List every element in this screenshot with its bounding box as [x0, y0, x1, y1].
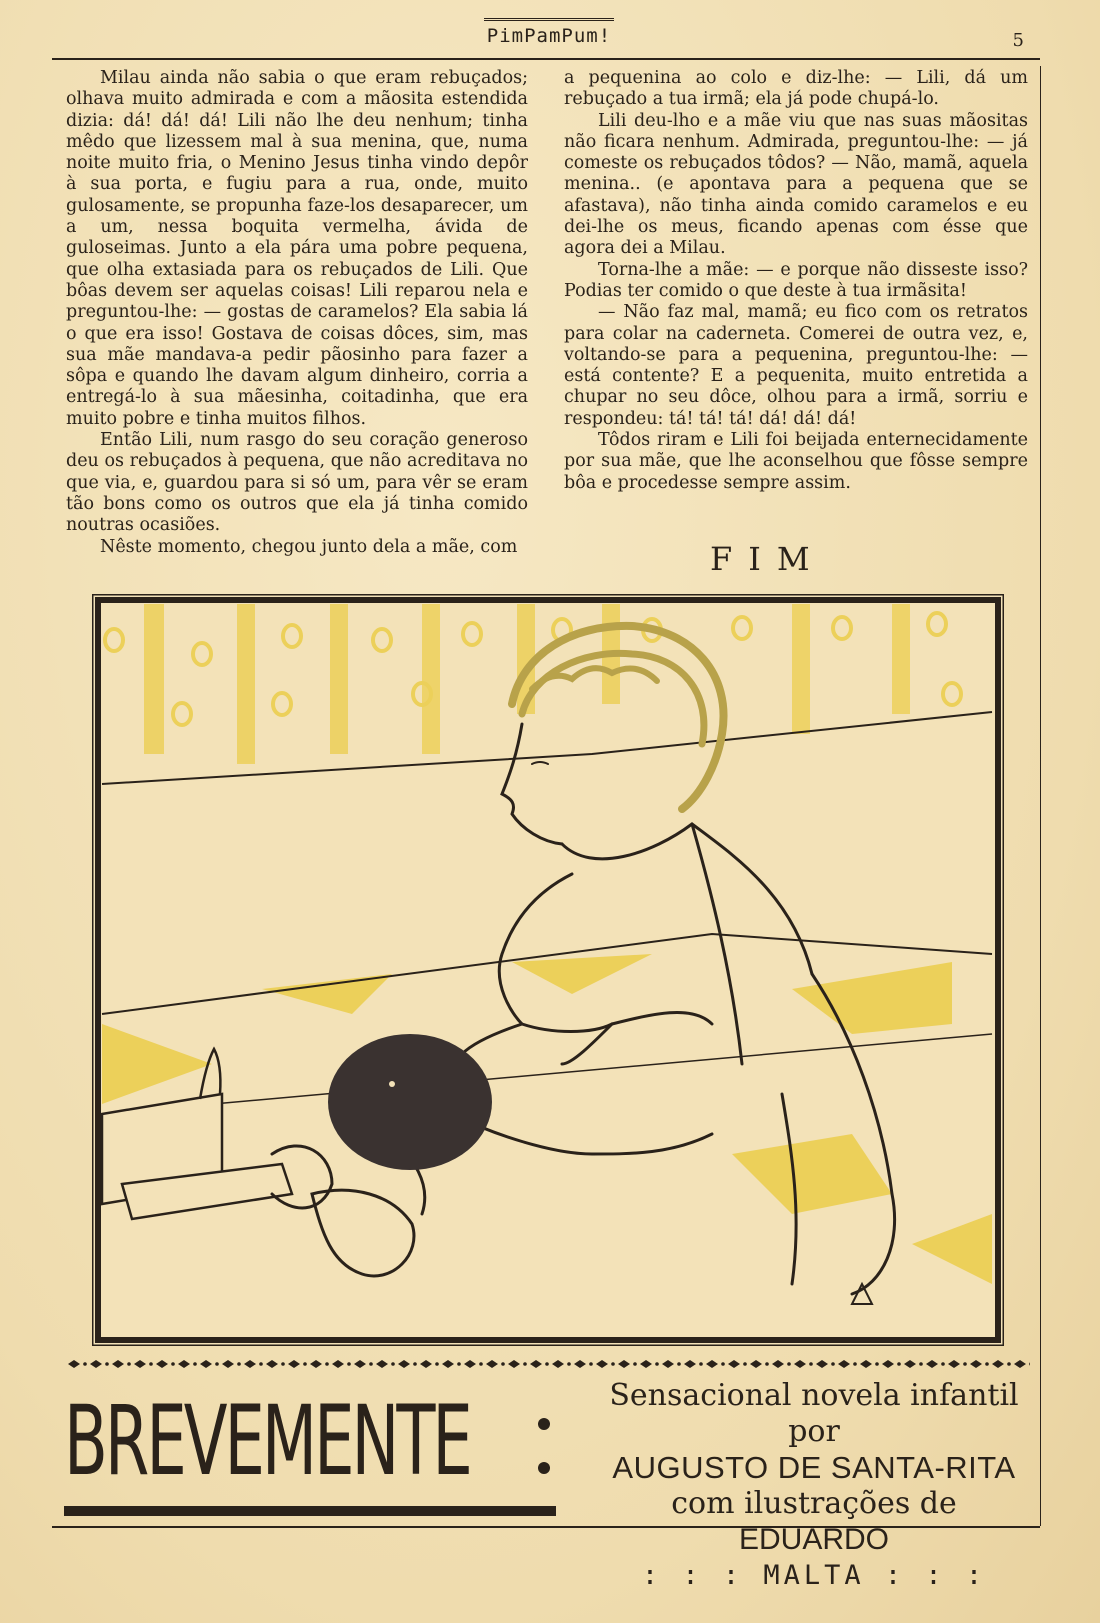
- paragraph: Então Lili, num rasgo do seu coração generoso deu os rebuçados à pequena, que não acreditava no que via, e, guardou para si só um, para vêr se eram tão bons como os outros que ela já tinha comido noutras ocasiões.: [66, 430, 528, 536]
- bottom-rule: [52, 1526, 1040, 1528]
- paragraph: Nêste momento, chegou junto dela a mãe, com: [100, 536, 518, 557]
- header-rule: [52, 58, 1040, 60]
- text-column-left: [66, 68, 528, 558]
- paragraph: Lili deu-lho e a mãe viu que nas suas mãositas não ficara nenhum. Admirada, preguntou-lhe: — já comeste os rebuçados tôdos? — Não, mamã, aquela menina.. (e apontava para a pequena que se afastava), não tinha ainda comido caramelos e eu dei-lhe os meus, ficando apenas com ésse que agora dei a Milau.: [564, 110, 1028, 259]
- thick-rule: [64, 1506, 556, 1516]
- doll-head: [328, 1034, 492, 1170]
- illustrator-surname-line: : : : MALTA : : :: [641, 1560, 987, 1591]
- paragraph: Torna-lhe a mãe: — e porque não disseste isso? Podias ter comido o que deste à tua irmãsita!: [564, 259, 1028, 301]
- announcement-notice: [594, 1378, 1034, 1594]
- illustrator-first-name: EDUARDO: [738, 1523, 889, 1556]
- headline-colon: [536, 1416, 552, 1476]
- illustration-child-with-doll: [92, 594, 1004, 1346]
- fim-title: FIM: [710, 540, 826, 578]
- masthead-logo: PimPamPum!: [484, 18, 614, 51]
- illustrations-by-label: com ilustrações de: [671, 1486, 957, 1521]
- ornamental-rule: [62, 1358, 1030, 1370]
- notice-line-3: [594, 1486, 1034, 1558]
- brevemente-headline: BREVEMENTE: [64, 1385, 470, 1497]
- text-column-right: [564, 68, 1028, 494]
- column-rule: [1040, 66, 1041, 1526]
- paragraph: a pequenina ao colo e diz-lhe: — Lili, dá um rebuçado a tua irmã; ela já pode chupá-lo.: [564, 68, 1028, 110]
- page-number: 5: [1012, 30, 1024, 51]
- paragraph: Tôdos riram e Lili foi beijada enternecidamente por sua mãe, que lhe aconselhou que fôsse sempre bôa e procedesse sempre assim.: [564, 430, 1028, 493]
- paragraph: — Não faz mal, mamã; eu fico com os retratos para colar na caderneta. Comerei de outra vez, e, voltando-se para a pequenina, preguntou-lhe: — está contente? E a pequenita, muito entretida a chupar no seu dôce, olhou para a irmã, sorriu e respondeu: tá! tá! tá! dá! dá! dá!: [564, 302, 1028, 429]
- paragraph: Milau ainda não sabia o que eram rebuçados; olhava muito admirada e com a mãosita estendida dizia: dá! dá! dá! Lili não lhe deu nenhum; tinha mêdo que lizessem mal à sua menina, que, numa noite muito fria, o Menino Jesus tinha vindo depôr à sua porta, e fugiu para a rua, onde, muito gulosamente, se propunha faze-los desaparecer, um a um, nessa boquita vermelha, ávida de guloseimas. Junto a ela pára uma pobre pequena, que olha extasiada para os rebuçados de Lili. Que bôas devem ser aquelas coisas! Lili reparou nela e preguntou-lhe: — gostas de caramelos? Ela sabia lá o que era isso! Gostava de coisas dôces, sim, mas sua mãe mandava-a pedir pãosinho para fazer a sôpa e quando lhe davam algum dinheiro, corria a entregá-lo à sua mãesinha, coitadinha, que era muito pobre e tinha muitos filhos.: [66, 68, 528, 429]
- notice-line-1: Sensacional novela infantil por: [609, 1378, 1019, 1449]
- notice-author: AUGUSTO DE SANTA-RITA: [612, 1450, 1016, 1485]
